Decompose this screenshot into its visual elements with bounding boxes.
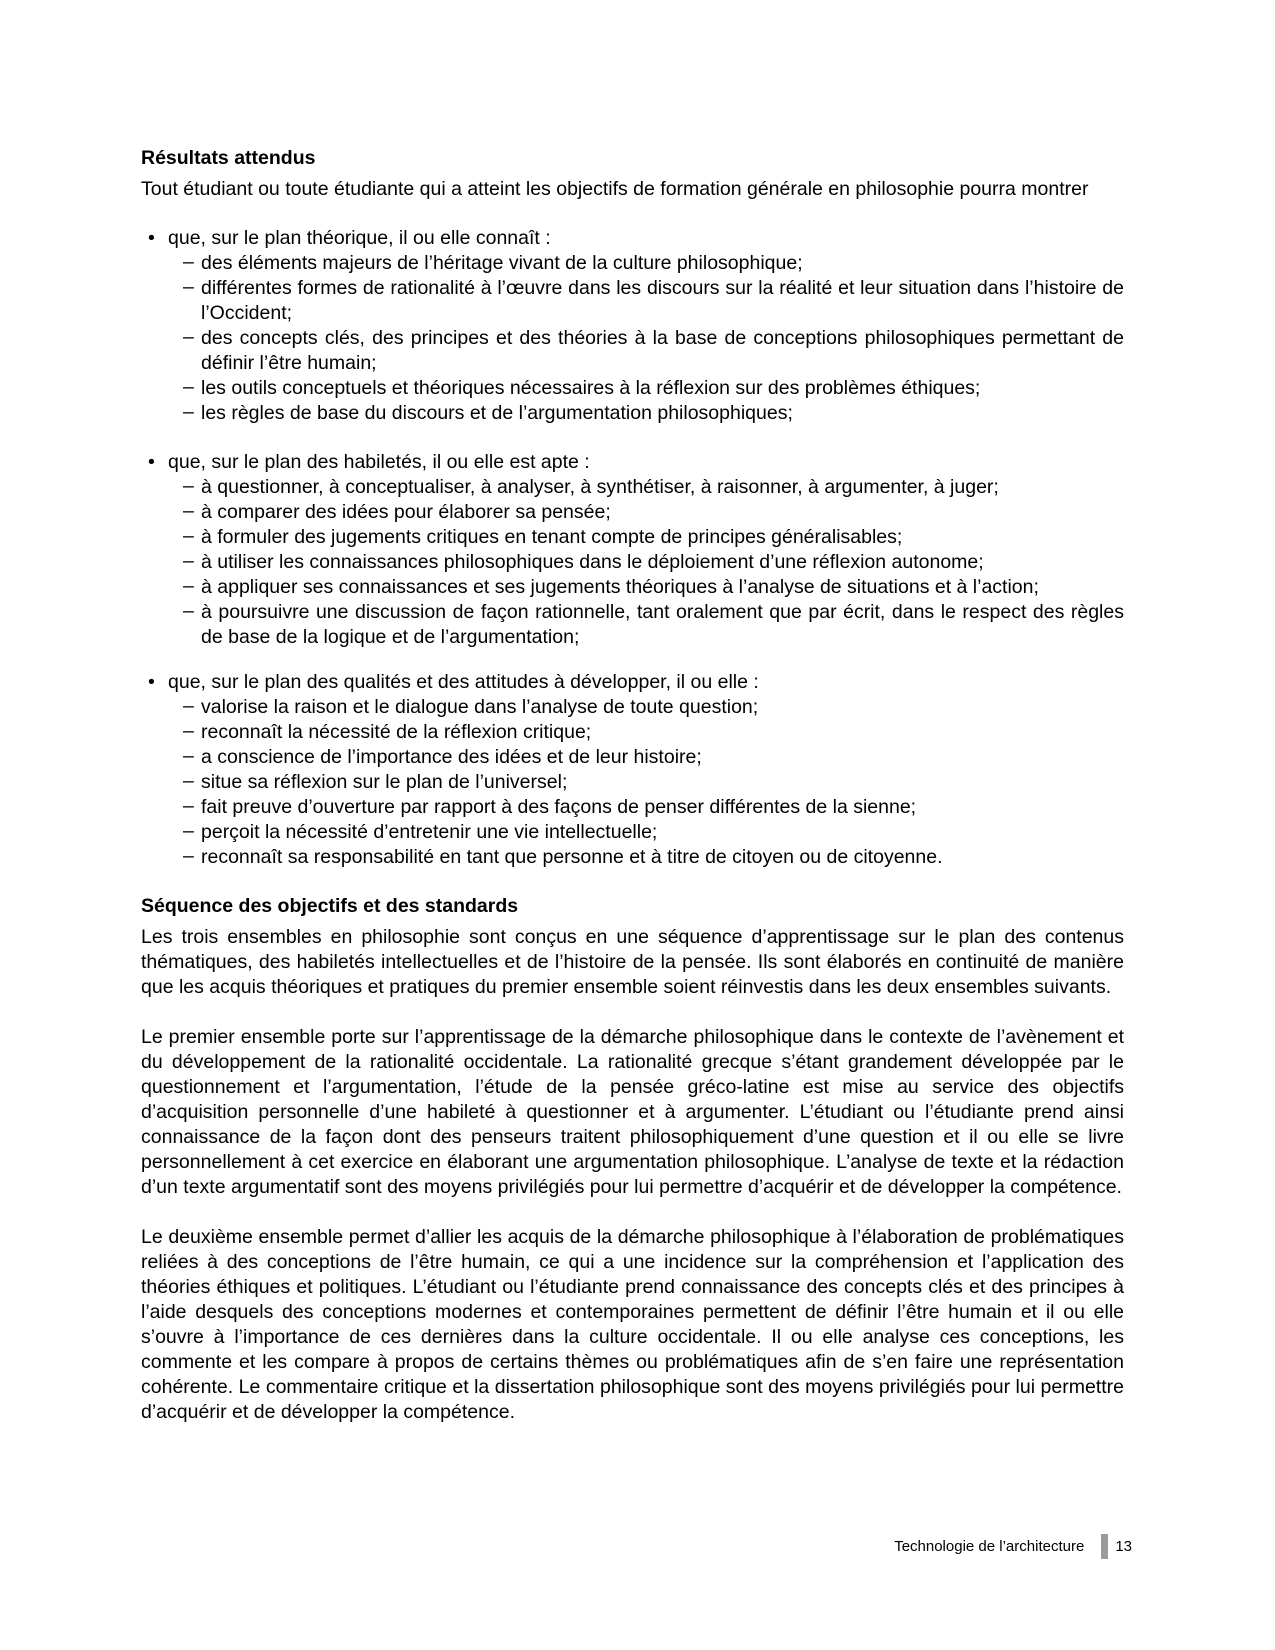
section-heading-sequence: Séquence des objectifs et des standards <box>141 895 519 917</box>
dash-marker: – <box>183 720 194 742</box>
dash-marker: – <box>183 745 194 767</box>
dash-marker: – <box>183 770 194 792</box>
dash-marker: – <box>183 695 194 717</box>
dash-item <box>141 500 1124 525</box>
dash-item-text: valorise la raison et le dialogue dans l’analyse de toute question; <box>201 696 759 718</box>
dash-item-text: fait preuve d’ouverture par rapport à des façons de penser différentes de la sienne; <box>201 796 917 818</box>
dash-marker: – <box>183 326 194 348</box>
bullet-lead-text: que, sur le plan des qualités et des attitudes à développer, il ou elle : <box>168 671 759 693</box>
dash-marker: – <box>183 575 194 597</box>
dash-item <box>141 326 1124 376</box>
dash-item-text: situe sa réflexion sur le plan de l’universel; <box>201 771 568 793</box>
dash-item <box>141 720 1124 745</box>
dash-marker: – <box>183 376 194 398</box>
dash-item <box>141 525 1124 550</box>
bullet-lead <box>141 670 1124 695</box>
section-heading-resultats: Résultats attendus <box>141 147 316 169</box>
bullet-marker: • <box>148 671 155 693</box>
dash-item <box>141 401 1124 426</box>
dash-item-text: perçoit la nécessité d’entretenir une vie intellectuelle; <box>201 821 658 843</box>
dash-marker: – <box>183 276 194 298</box>
dash-marker: – <box>183 500 194 522</box>
dash-marker: – <box>183 550 194 572</box>
dash-item-text: à poursuivre une discussion de façon rationnelle, tant oralement que par écrit, dans le respect des règles de base de la logique et de l’argumentation; <box>201 601 1124 648</box>
dash-item-text: à utiliser les connaissances philosophiques dans le déploiement d’une réflexion autonome; <box>201 551 984 573</box>
dash-item <box>141 575 1124 600</box>
dash-item-text: à comparer des idées pour élaborer sa pensée; <box>201 501 611 523</box>
dash-item-text: a conscience de l’importance des idées et de leur histoire; <box>201 746 702 768</box>
bullet-group-qualites <box>141 670 1124 870</box>
dash-item <box>141 251 1124 276</box>
body-paragraph: Les trois ensembles en philosophie sont conçus en une séquence d’apprentissage sur le plan des contenus thématiques, des habiletés intellectuelles et de l’histoire de la pensée. Ils sont élaborés en continuité de manière que les acquis théoriques et pratiques du premier ensemble soient réinvestis dans les deux ensembles suivants. <box>141 926 1124 998</box>
bullet-group-habiletes <box>141 450 1124 650</box>
dash-item <box>141 795 1124 820</box>
dash-marker: – <box>183 820 194 842</box>
bullet-group-theorique <box>141 226 1124 426</box>
dash-item-text: à questionner, à conceptualiser, à analyser, à synthétiser, à raisonner, à argumenter, à juger; <box>201 476 999 498</box>
dash-item-text: les outils conceptuels et théoriques nécessaires à la réflexion sur des problèmes éthiques; <box>201 377 981 399</box>
dash-item <box>141 550 1124 575</box>
dash-item <box>141 475 1124 500</box>
body-paragraph: Le deuxième ensemble permet d’allier les acquis de la démarche philosophique à l’élaboration de problématiques reliées à des conceptions de l’être humain, ce qui a une incidence sur la compréhension et l’application des théories éthiques et politiques. L’étudiant ou l’étudiante prend connaissance des concepts clés et des principes à l’aide desquels des conceptions modernes et contemporaines permettent de définir l’être humain et il ou elle s’ouvre à l’importance de ces dernières dans la culture occidentale. Il ou elle analyse ces conceptions, les commente et les compare à propos de certains thèmes ou problématiques afin de s’en faire une représentation cohérente. Le commentaire critique et la dissertation philosophique sont des moyens privilégiés pour lui permettre d’acquérir et de développer la compétence. <box>141 1226 1124 1423</box>
intro-paragraph: Tout étudiant ou toute étudiante qui a atteint les objectifs de formation générale en philosophie pourra montrer <box>141 178 1089 200</box>
dash-marker: – <box>183 600 194 622</box>
dash-item <box>141 770 1124 795</box>
dash-item <box>141 276 1124 326</box>
bullet-lead-text: que, sur le plan théorique, il ou elle connaît : <box>168 227 551 249</box>
dash-item <box>141 695 1124 720</box>
dash-marker: – <box>183 795 194 817</box>
body-paragraph: Le premier ensemble porte sur l’apprentissage de la démarche philosophique dans le contexte de l’avènement et du développement de la rationalité occidentale. La rationalité grecque s’étant grandement développée par le questionnement et l’argumentation, l’étude de la pensée gréco-latine est mise au service des objectifs d’acquisition personnelle d’une habileté à questionner et à argumenter. L’étudiant ou l’étudiante prend ainsi connaissance de la façon dont des penseurs traitent philosophiquement d’une question et il ou elle se livre personnellement à cet exercice en élaborant une argumentation philosophique. L’analyse de texte et la rédaction d’un texte argumentatif sont des moyens privilégiés pour lui permettre d’acquérir et de développer la compétence. <box>141 1026 1124 1198</box>
dash-item <box>141 376 1124 401</box>
dash-item <box>141 845 1124 870</box>
footer-section-label: Technologie de l’architecture <box>894 1538 1085 1555</box>
footer-page-number: 13 <box>1115 1538 1132 1555</box>
dash-item <box>141 600 1124 650</box>
dash-item-text: reconnaît la nécessité de la réflexion critique; <box>201 721 592 743</box>
dash-item-text: reconnaît sa responsabilité en tant que personne et à titre de citoyen ou de citoyenne. <box>201 846 943 868</box>
dash-item <box>141 745 1124 770</box>
dash-item-text: à appliquer ses connaissances et ses jugements théoriques à l’analyse de situations et à l’action; <box>201 576 1039 598</box>
dash-item-text: les règles de base du discours et de l’argumentation philosophiques; <box>201 402 793 424</box>
dash-item <box>141 820 1124 845</box>
dash-marker: – <box>183 251 194 273</box>
dash-marker: – <box>183 525 194 547</box>
bullet-lead <box>141 450 1124 475</box>
dash-item-text: des concepts clés, des principes et des théories à la base de conceptions philosophiques permettant de définir l’être humain; <box>201 327 1124 374</box>
content-area <box>141 146 1124 1425</box>
dash-marker: – <box>183 845 194 867</box>
bullet-marker: • <box>148 451 155 473</box>
bullet-lead <box>141 226 1124 251</box>
page-footer <box>894 1534 1132 1559</box>
bullet-marker: • <box>148 227 155 249</box>
dash-marker: – <box>183 475 194 497</box>
bullet-lead-text: que, sur le plan des habiletés, il ou elle est apte : <box>168 451 590 473</box>
dash-item-text: différentes formes de rationalité à l’œuvre dans les discours sur la réalité et leur situation dans l’histoire de l’Occident; <box>201 277 1124 324</box>
dash-item-text: à formuler des jugements critiques en tenant compte de principes généralisables; <box>201 526 903 548</box>
dash-item-text: des éléments majeurs de l’héritage vivant de la culture philosophique; <box>201 252 803 274</box>
footer-divider-bar <box>1101 1534 1108 1559</box>
dash-marker: – <box>183 401 194 423</box>
